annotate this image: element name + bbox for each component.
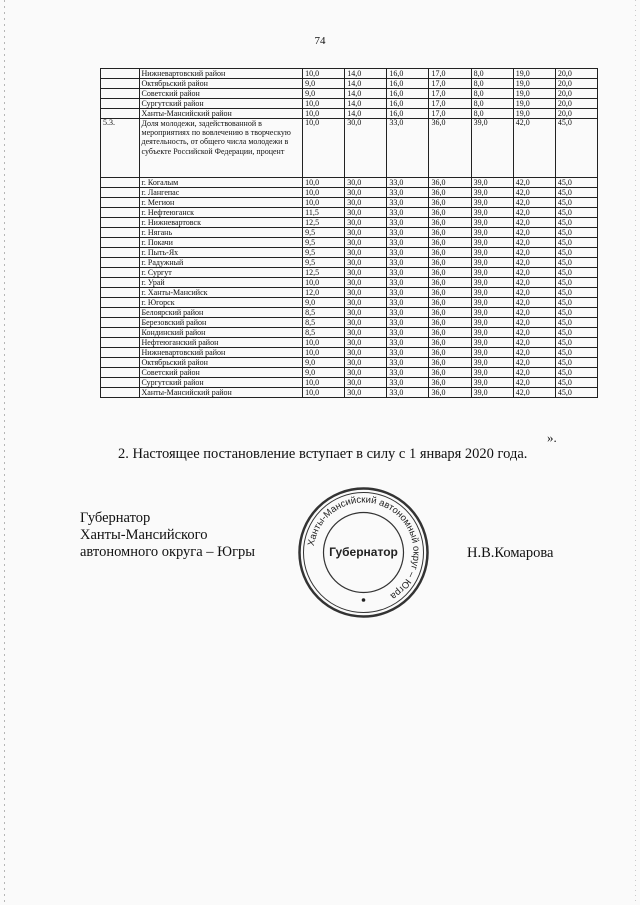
page-number: 74 [314, 35, 326, 47]
value-cell: 36,0 [429, 288, 471, 298]
row-name-cell: Нефтеюганский район [139, 338, 303, 348]
value-cell: 9,5 [303, 248, 345, 258]
value-cell: 12,5 [303, 268, 345, 278]
value-cell: 36,0 [429, 318, 471, 328]
signer-name: Н.В.Комарова [467, 545, 554, 561]
value-cell: 33,0 [387, 388, 429, 398]
table-row [101, 318, 598, 328]
table-row [101, 178, 598, 188]
value-cell: 20,0 [555, 109, 597, 119]
value-cell: 17,0 [429, 79, 471, 89]
value-cell: 42,0 [513, 178, 555, 188]
value-cell: 36,0 [429, 218, 471, 228]
row-number-cell [101, 268, 140, 278]
value-cell: 30,0 [345, 178, 387, 188]
value-cell: 9,0 [303, 368, 345, 378]
table-row [101, 228, 598, 238]
value-cell: 36,0 [429, 178, 471, 188]
value-cell: 36,0 [429, 308, 471, 318]
value-cell: 33,0 [387, 238, 429, 248]
value-cell: 30,0 [345, 368, 387, 378]
row-number-cell [101, 238, 140, 248]
value-cell: 36,0 [429, 268, 471, 278]
value-cell: 20,0 [555, 89, 597, 99]
value-cell: 9,0 [303, 89, 345, 99]
value-cell: 45,0 [555, 248, 597, 258]
value-cell: 20,0 [555, 99, 597, 109]
row-number-cell [101, 338, 140, 348]
value-cell: 39,0 [471, 208, 513, 218]
value-cell: 33,0 [387, 338, 429, 348]
value-cell: 14,0 [345, 69, 387, 79]
value-cell: 10,0 [303, 388, 345, 398]
value-cell: 30,0 [345, 188, 387, 198]
row-name-cell: Ханты-Мансийский район [139, 109, 303, 119]
value-cell: 30,0 [345, 298, 387, 308]
row-number-cell [101, 99, 140, 109]
value-cell: 8,5 [303, 328, 345, 338]
value-cell: 39,0 [471, 258, 513, 268]
value-cell: 8,5 [303, 318, 345, 328]
value-cell: 17,0 [429, 89, 471, 99]
value-cell: 39,0 [471, 298, 513, 308]
table-row [101, 218, 598, 228]
row-number-cell [101, 109, 140, 119]
value-cell: 20,0 [555, 79, 597, 89]
row-name-cell: г. Пыть-Ях [139, 248, 303, 258]
closing-quote: ». [547, 430, 557, 445]
value-cell: 45,0 [555, 358, 597, 368]
value-cell: 30,0 [345, 338, 387, 348]
value-cell: 36,0 [429, 378, 471, 388]
value-cell: 33,0 [387, 208, 429, 218]
row-number-cell [101, 208, 140, 218]
value-cell: 16,0 [387, 79, 429, 89]
value-cell: 45,0 [555, 288, 597, 298]
value-cell: 45,0 [555, 308, 597, 318]
table-row [101, 89, 598, 99]
value-cell: 10,0 [303, 69, 345, 79]
value-cell: 33,0 [387, 278, 429, 288]
value-cell: 42,0 [513, 298, 555, 308]
value-cell: 42,0 [513, 208, 555, 218]
value-cell: 42,0 [513, 119, 555, 178]
value-cell: 45,0 [555, 198, 597, 208]
value-cell: 45,0 [555, 218, 597, 228]
table-row [101, 388, 598, 398]
value-cell: 33,0 [387, 228, 429, 238]
value-cell: 33,0 [387, 178, 429, 188]
value-cell: 8,0 [471, 89, 513, 99]
value-cell: 36,0 [429, 328, 471, 338]
value-cell: 30,0 [345, 288, 387, 298]
value-cell: 36,0 [429, 258, 471, 268]
value-cell: 33,0 [387, 258, 429, 268]
governor-title-line-2: Ханты-Мансийского [80, 527, 208, 543]
value-cell: 19,0 [513, 69, 555, 79]
value-cell: 39,0 [471, 308, 513, 318]
table-row [101, 328, 598, 338]
row-name-cell: г. Нижневартовск [139, 218, 303, 228]
row-number-cell [101, 368, 140, 378]
row-name-cell: Березовский район [139, 318, 303, 328]
value-cell: 9,5 [303, 238, 345, 248]
value-cell: 36,0 [429, 119, 471, 178]
value-cell: 11,5 [303, 208, 345, 218]
value-cell: 45,0 [555, 278, 597, 288]
value-cell: 33,0 [387, 188, 429, 198]
value-cell: 30,0 [345, 248, 387, 258]
row-number-cell [101, 328, 140, 338]
row-name-cell: г. Ханты-Мансийск [139, 288, 303, 298]
value-cell: 42,0 [513, 288, 555, 298]
row-name-cell: Сургутский район [139, 99, 303, 109]
value-cell: 30,0 [345, 119, 387, 178]
value-cell: 30,0 [345, 308, 387, 318]
value-cell: 39,0 [471, 348, 513, 358]
value-cell: 39,0 [471, 288, 513, 298]
row-number-cell [101, 318, 140, 328]
table-row [101, 79, 598, 89]
value-cell: 39,0 [471, 378, 513, 388]
value-cell: 39,0 [471, 188, 513, 198]
value-cell: 14,0 [345, 99, 387, 109]
value-cell: 33,0 [387, 348, 429, 358]
table-row [101, 119, 598, 178]
value-cell: 45,0 [555, 208, 597, 218]
row-number-cell [101, 378, 140, 388]
table-row [101, 298, 598, 308]
value-cell: 36,0 [429, 228, 471, 238]
table-row [101, 109, 598, 119]
value-cell: 19,0 [513, 89, 555, 99]
value-cell: 33,0 [387, 198, 429, 208]
value-cell: 45,0 [555, 388, 597, 398]
value-cell: 19,0 [513, 109, 555, 119]
value-cell: 30,0 [345, 328, 387, 338]
row-name-cell: г. Нефтеюганск [139, 208, 303, 218]
table-row [101, 198, 598, 208]
value-cell: 36,0 [429, 338, 471, 348]
value-cell: 17,0 [429, 99, 471, 109]
value-cell: 8,0 [471, 99, 513, 109]
seal-ring-text: Ханты-Мансийский автономный округ – Югра [305, 494, 422, 602]
value-cell: 39,0 [471, 338, 513, 348]
value-cell: 45,0 [555, 348, 597, 358]
value-cell: 42,0 [513, 188, 555, 198]
value-cell: 45,0 [555, 228, 597, 238]
indicators-table [100, 68, 598, 398]
value-cell: 14,0 [345, 109, 387, 119]
row-number-cell [101, 198, 140, 208]
value-cell: 10,0 [303, 178, 345, 188]
scan-edge-left [4, 0, 5, 905]
value-cell: 39,0 [471, 328, 513, 338]
value-cell: 42,0 [513, 328, 555, 338]
value-cell: 19,0 [513, 79, 555, 89]
row-number-cell [101, 69, 140, 79]
row-number-cell [101, 218, 140, 228]
value-cell: 17,0 [429, 109, 471, 119]
row-name-cell: г. Когалым [139, 178, 303, 188]
row-number-cell [101, 228, 140, 238]
value-cell: 10,0 [303, 338, 345, 348]
table-row [101, 268, 598, 278]
value-cell: 42,0 [513, 378, 555, 388]
value-cell: 33,0 [387, 358, 429, 368]
value-cell: 45,0 [555, 188, 597, 198]
table-row [101, 288, 598, 298]
table-row [101, 378, 598, 388]
row-name-cell: Октябрьский район [139, 79, 303, 89]
value-cell: 39,0 [471, 388, 513, 398]
table-row [101, 348, 598, 358]
value-cell: 36,0 [429, 238, 471, 248]
value-cell: 10,0 [303, 188, 345, 198]
value-cell: 16,0 [387, 99, 429, 109]
scan-edge-right [635, 0, 636, 905]
value-cell: 33,0 [387, 248, 429, 258]
row-name-cell: Советский район [139, 89, 303, 99]
value-cell: 33,0 [387, 328, 429, 338]
value-cell: 33,0 [387, 119, 429, 178]
value-cell: 10,0 [303, 348, 345, 358]
row-number-cell [101, 298, 140, 308]
value-cell: 10,0 [303, 99, 345, 109]
value-cell: 45,0 [555, 368, 597, 378]
row-name-cell: г. Радужный [139, 258, 303, 268]
value-cell: 39,0 [471, 198, 513, 208]
row-number-cell: 5.3. [101, 119, 140, 178]
row-number-cell [101, 278, 140, 288]
value-cell: 30,0 [345, 218, 387, 228]
value-cell: 36,0 [429, 248, 471, 258]
value-cell: 33,0 [387, 318, 429, 328]
value-cell: 36,0 [429, 388, 471, 398]
value-cell: 39,0 [471, 178, 513, 188]
value-cell: 30,0 [345, 228, 387, 238]
row-name-cell: г. Нягань [139, 228, 303, 238]
value-cell: 42,0 [513, 268, 555, 278]
value-cell: 36,0 [429, 348, 471, 358]
row-number-cell [101, 308, 140, 318]
value-cell: 33,0 [387, 218, 429, 228]
value-cell: 45,0 [555, 119, 597, 178]
value-cell: 42,0 [513, 248, 555, 258]
row-number-cell [101, 288, 140, 298]
value-cell: 39,0 [471, 358, 513, 368]
value-cell: 33,0 [387, 288, 429, 298]
seal-center-text: Губернатор [329, 545, 398, 559]
value-cell: 42,0 [513, 318, 555, 328]
table-row [101, 258, 598, 268]
governor-title-line-3: автономного округа – Югры [80, 544, 256, 560]
clause-2-text: 2. Настоящее постановление вступает в силу с 1 января 2020 года. [118, 446, 528, 462]
value-cell: 39,0 [471, 268, 513, 278]
value-cell: 33,0 [387, 378, 429, 388]
value-cell: 30,0 [345, 208, 387, 218]
value-cell: 10,0 [303, 278, 345, 288]
value-cell: 39,0 [471, 228, 513, 238]
value-cell: 45,0 [555, 268, 597, 278]
row-number-cell [101, 348, 140, 358]
row-number-cell [101, 248, 140, 258]
value-cell: 39,0 [471, 368, 513, 378]
row-name-cell: Октябрьский район [139, 358, 303, 368]
value-cell: 42,0 [513, 238, 555, 248]
value-cell: 36,0 [429, 358, 471, 368]
row-name-cell: Нижневартовский район [139, 348, 303, 358]
value-cell: 19,0 [513, 99, 555, 109]
value-cell: 12,5 [303, 218, 345, 228]
value-cell: 45,0 [555, 338, 597, 348]
table-row [101, 69, 598, 79]
value-cell: 9,0 [303, 298, 345, 308]
value-cell: 42,0 [513, 358, 555, 368]
row-number-cell [101, 188, 140, 198]
table-row [101, 358, 598, 368]
row-name-cell: Доля молодежи, задействованной в мероприятиях по вовлечению в творческую деятельность, от общего числа молодежи в субъекте Российской Федерации, процент [139, 119, 303, 178]
value-cell: 45,0 [555, 258, 597, 268]
value-cell: 42,0 [513, 228, 555, 238]
row-number-cell [101, 358, 140, 368]
row-number-cell [101, 79, 140, 89]
governor-title [80, 510, 255, 561]
value-cell: 30,0 [345, 278, 387, 288]
value-cell: 30,0 [345, 268, 387, 278]
row-name-cell: Белоярский район [139, 308, 303, 318]
value-cell: 14,0 [345, 79, 387, 89]
row-name-cell: г. Сургут [139, 268, 303, 278]
value-cell: 45,0 [555, 328, 597, 338]
value-cell: 42,0 [513, 338, 555, 348]
value-cell: 45,0 [555, 178, 597, 188]
value-cell: 45,0 [555, 298, 597, 308]
value-cell: 30,0 [345, 198, 387, 208]
table-row [101, 188, 598, 198]
value-cell: 8,5 [303, 308, 345, 318]
value-cell: 10,0 [303, 119, 345, 178]
value-cell: 30,0 [345, 258, 387, 268]
value-cell: 8,0 [471, 109, 513, 119]
table-row [101, 338, 598, 348]
official-seal [296, 485, 431, 620]
value-cell: 36,0 [429, 188, 471, 198]
value-cell: 20,0 [555, 69, 597, 79]
value-cell: 9,0 [303, 79, 345, 89]
value-cell: 42,0 [513, 218, 555, 228]
value-cell: 45,0 [555, 378, 597, 388]
value-cell: 10,0 [303, 378, 345, 388]
value-cell: 16,0 [387, 89, 429, 99]
value-cell: 14,0 [345, 89, 387, 99]
value-cell: 39,0 [471, 218, 513, 228]
value-cell: 30,0 [345, 358, 387, 368]
value-cell: 42,0 [513, 258, 555, 268]
value-cell: 45,0 [555, 318, 597, 328]
row-name-cell: Советский район [139, 368, 303, 378]
row-name-cell: Кондинский район [139, 328, 303, 338]
value-cell: 10,0 [303, 109, 345, 119]
table-row [101, 248, 598, 258]
value-cell: 12,0 [303, 288, 345, 298]
table-row [101, 238, 598, 248]
value-cell: 42,0 [513, 348, 555, 358]
value-cell: 39,0 [471, 238, 513, 248]
row-name-cell: г. Лангепас [139, 188, 303, 198]
value-cell: 42,0 [513, 278, 555, 288]
value-cell: 30,0 [345, 318, 387, 328]
value-cell: 9,5 [303, 228, 345, 238]
table-row [101, 99, 598, 109]
governor-title-line-1: Губернатор [80, 510, 151, 526]
value-cell: 30,0 [345, 348, 387, 358]
row-number-cell [101, 89, 140, 99]
table-row [101, 278, 598, 288]
row-number-cell [101, 178, 140, 188]
value-cell: 16,0 [387, 69, 429, 79]
row-name-cell: г. Урай [139, 278, 303, 288]
row-name-cell: г. Югорск [139, 298, 303, 308]
value-cell: 10,0 [303, 198, 345, 208]
value-cell: 42,0 [513, 198, 555, 208]
value-cell: 33,0 [387, 308, 429, 318]
value-cell: 33,0 [387, 268, 429, 278]
value-cell: 8,0 [471, 69, 513, 79]
value-cell: 30,0 [345, 238, 387, 248]
table-row [101, 308, 598, 318]
row-name-cell: г. Покачи [139, 238, 303, 248]
value-cell: 17,0 [429, 69, 471, 79]
value-cell: 39,0 [471, 248, 513, 258]
row-number-cell [101, 258, 140, 268]
value-cell: 30,0 [345, 388, 387, 398]
value-cell: 33,0 [387, 368, 429, 378]
value-cell: 42,0 [513, 308, 555, 318]
value-cell: 30,0 [345, 378, 387, 388]
value-cell: 36,0 [429, 368, 471, 378]
value-cell: 39,0 [471, 318, 513, 328]
value-cell: 42,0 [513, 368, 555, 378]
value-cell: 9,0 [303, 358, 345, 368]
row-name-cell: г. Мегион [139, 198, 303, 208]
value-cell: 9,5 [303, 258, 345, 268]
table-row [101, 208, 598, 218]
row-number-cell [101, 388, 140, 398]
row-name-cell: Сургутский район [139, 378, 303, 388]
value-cell: 42,0 [513, 388, 555, 398]
value-cell: 36,0 [429, 298, 471, 308]
value-cell: 36,0 [429, 208, 471, 218]
value-cell: 36,0 [429, 198, 471, 208]
value-cell: 39,0 [471, 119, 513, 178]
value-cell: 39,0 [471, 278, 513, 288]
table-row [101, 368, 598, 378]
row-name-cell: Нижневартовский район [139, 69, 303, 79]
value-cell: 16,0 [387, 109, 429, 119]
value-cell: 33,0 [387, 298, 429, 308]
row-name-cell: Ханты-Мансийский район [139, 388, 303, 398]
value-cell: 8,0 [471, 79, 513, 89]
value-cell: 36,0 [429, 278, 471, 288]
value-cell: 45,0 [555, 238, 597, 248]
